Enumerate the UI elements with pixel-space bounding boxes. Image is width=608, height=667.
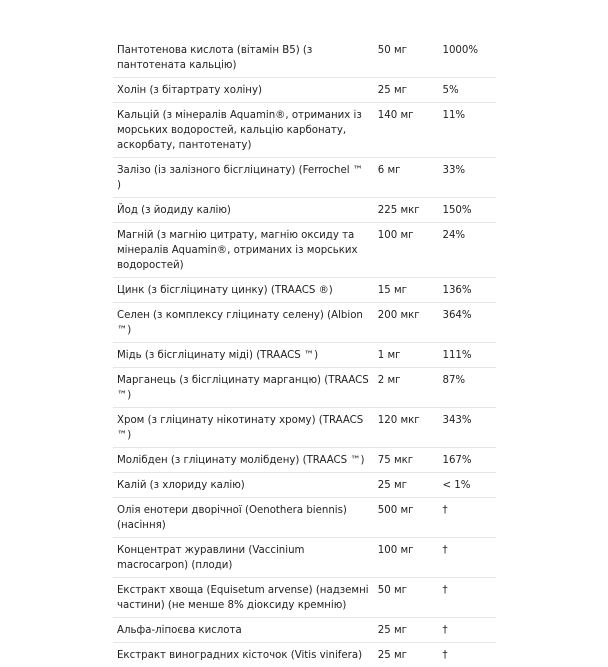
ingredient-name-cell: Екстракт хвоща (Equisetum arvense) (надземні частини) (не менше 8% діоксиду кремнію) — [113, 578, 374, 618]
daily-value-cell: 150% — [438, 198, 496, 223]
ingredient-name-cell: Холін (з бітартрату холіну) — [113, 78, 374, 103]
table-row — [113, 303, 496, 343]
amount-cell: 100 мг — [374, 223, 439, 278]
table-row — [113, 578, 496, 618]
table-row — [113, 538, 496, 578]
table-row — [113, 498, 496, 538]
ingredient-name-cell: Марганець (з бісгліцинату марганцю) (TRAACS ™) — [113, 368, 374, 408]
table-row — [113, 198, 496, 223]
daily-value-cell: † — [438, 643, 496, 667]
amount-cell: 50 мг — [374, 578, 439, 618]
table-row — [113, 408, 496, 448]
amount-cell: 500 мг — [374, 498, 439, 538]
daily-value-cell: 364% — [438, 303, 496, 343]
amount-cell: 75 мкг — [374, 448, 439, 473]
amount-cell: 6 мг — [374, 158, 439, 198]
ingredient-name-cell: Цинк (з бісгліцинату цинку) (TRAACS ®) — [113, 278, 374, 303]
daily-value-cell: † — [438, 538, 496, 578]
ingredient-name-cell: Залізо (із залізного бісгліцинату) (Ferrochel ™ ) — [113, 158, 374, 198]
daily-value-cell: 1000% — [438, 37, 496, 78]
amount-cell: 100 мг — [374, 538, 439, 578]
table-body — [113, 37, 496, 667]
ingredient-name-cell: Альфа-ліпоєва кислота — [113, 618, 374, 643]
table-row — [113, 158, 496, 198]
table-row — [113, 278, 496, 303]
amount-cell: 2 мг — [374, 368, 439, 408]
supplement-facts-table — [113, 37, 496, 667]
daily-value-cell: 24% — [438, 223, 496, 278]
ingredient-name-cell: Концентрат журавлини (Vaccinium macrocarpon) (плоди) — [113, 538, 374, 578]
ingredient-name-cell: Магній (з магнію цитрату, магнію оксиду та мінералів Aquamin®, отриманих із морських водоростей) — [113, 223, 374, 278]
ingredient-name-cell: Молібден (з гліцинату молібдену) (TRAACS ™) — [113, 448, 374, 473]
ingredient-name-cell: Калій (з хлориду калію) — [113, 473, 374, 498]
table-row — [113, 618, 496, 643]
ingredient-name-cell: Екстракт виноградних кісточок (Vitis vinifera) — [113, 643, 374, 667]
daily-value-cell: 33% — [438, 158, 496, 198]
table-row — [113, 643, 496, 667]
amount-cell: 1 мг — [374, 343, 439, 368]
table-row — [113, 343, 496, 368]
amount-cell: 25 мг — [374, 618, 439, 643]
daily-value-cell: 136% — [438, 278, 496, 303]
table-row — [113, 473, 496, 498]
daily-value-cell: 111% — [438, 343, 496, 368]
amount-cell: 140 мг — [374, 103, 439, 158]
table-row — [113, 37, 496, 78]
table-row — [113, 103, 496, 158]
amount-cell: 50 мг — [374, 37, 439, 78]
ingredient-name-cell: Селен (з комплексу гліцинату селену) (Albion ™) — [113, 303, 374, 343]
daily-value-cell: 343% — [438, 408, 496, 448]
amount-cell: 15 мг — [374, 278, 439, 303]
daily-value-cell: 167% — [438, 448, 496, 473]
daily-value-cell: < 1% — [438, 473, 496, 498]
daily-value-cell: 5% — [438, 78, 496, 103]
amount-cell: 25 мг — [374, 473, 439, 498]
amount-cell: 25 мг — [374, 78, 439, 103]
table-row — [113, 78, 496, 103]
table-row — [113, 368, 496, 408]
ingredient-name-cell: Мідь (з бісгліцинату міді) (TRAACS ™) — [113, 343, 374, 368]
ingredient-name-cell: Пантотенова кислота (вітамін B5) (з пантотената кальцію) — [113, 37, 374, 78]
ingredient-name-cell: Йод (з йодиду калію) — [113, 198, 374, 223]
daily-value-cell: † — [438, 498, 496, 538]
amount-cell: 200 мкг — [374, 303, 439, 343]
amount-cell: 120 мкг — [374, 408, 439, 448]
daily-value-cell: † — [438, 578, 496, 618]
amount-cell: 25 мг — [374, 643, 439, 667]
daily-value-cell: † — [438, 618, 496, 643]
table-row — [113, 223, 496, 278]
ingredient-name-cell: Олія енотери дворічної (Oenothera biennis) (насіння) — [113, 498, 374, 538]
daily-value-cell: 87% — [438, 368, 496, 408]
table-row — [113, 448, 496, 473]
ingredient-name-cell: Хром (з гліцинату нікотинату хрому) (TRAACS ™) — [113, 408, 374, 448]
amount-cell: 225 мкг — [374, 198, 439, 223]
daily-value-cell: 11% — [438, 103, 496, 158]
ingredient-name-cell: Кальцій (з мінералів Aquamin®, отриманих із морських водоростей, кальцію карбонату, аскорбату, пантотенату) — [113, 103, 374, 158]
